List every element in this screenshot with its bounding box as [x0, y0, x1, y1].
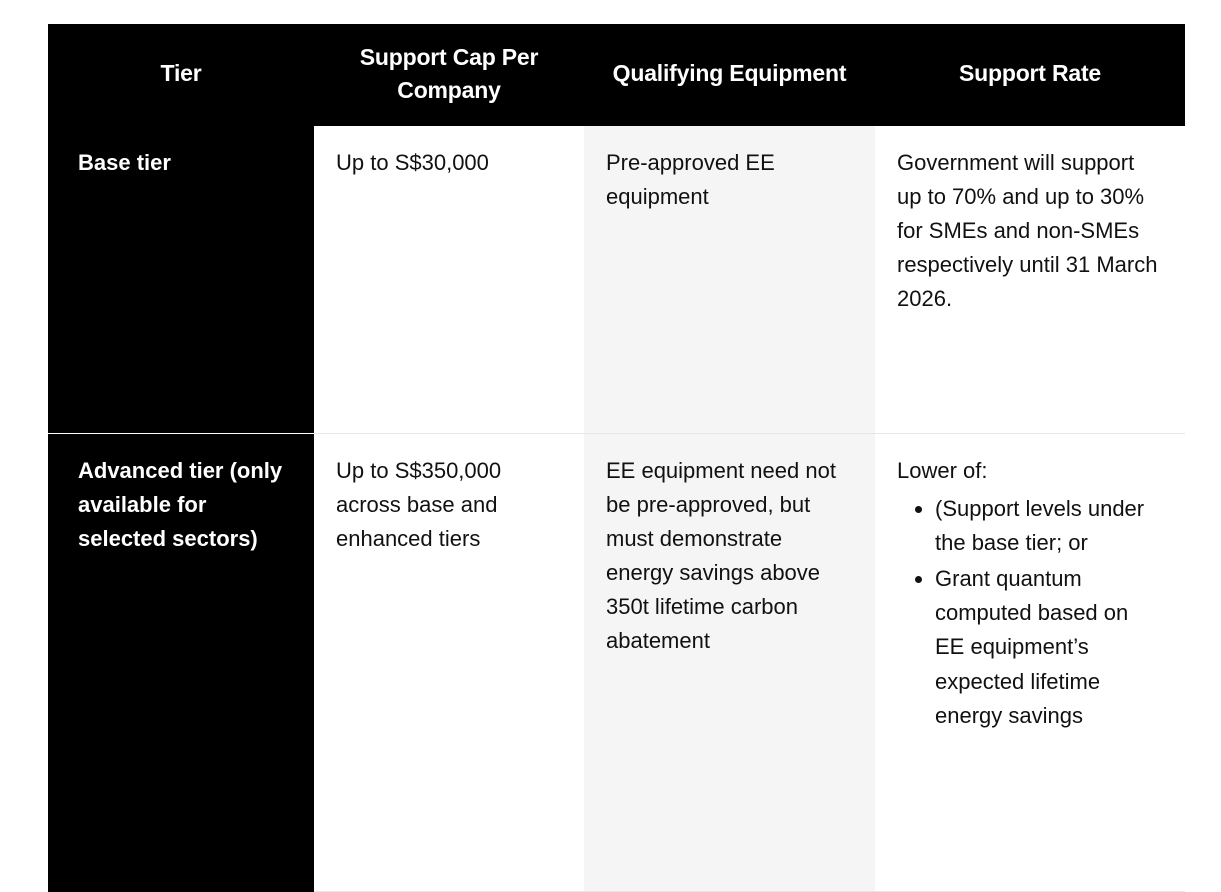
column-header-tier: Tier: [48, 24, 314, 126]
cell-cap-advanced: Up to S$350,000 across base and enhanced tiers: [314, 434, 584, 892]
cell-rate-base-text: Government will support up to 70% and up to 30% for SMEs and non-SMEs respectively until 31 March 2026.: [897, 150, 1158, 312]
cell-rate-advanced-list: [897, 492, 1163, 733]
cell-equipment-base: Pre-approved EE equipment: [584, 126, 875, 434]
support-tier-table-container: [48, 24, 1185, 892]
table-row: [48, 434, 1185, 892]
column-header-support-rate: Support Rate: [875, 24, 1185, 126]
cell-tier-base: Base tier: [48, 126, 314, 434]
table-body: [48, 126, 1185, 892]
cell-cap-base: Up to S$30,000: [314, 126, 584, 434]
cell-tier-advanced: Advanced tier (only available for selected sectors): [48, 434, 314, 892]
cell-rate-advanced: [875, 434, 1185, 892]
column-header-qualifying-equipment: Qualifying Equipment: [584, 24, 875, 126]
cell-equipment-advanced: EE equipment need not be pre-approved, but must demonstrate energy savings above 350t lifetime carbon abatement: [584, 434, 875, 892]
list-item: • (Support levels under the base tier; or: [935, 492, 1163, 560]
table-header-row: [48, 24, 1185, 126]
table-header: [48, 24, 1185, 126]
cell-rate-base: [875, 126, 1185, 434]
list-item: • Grant quantum computed based on EE equipment’s expected lifetime energy savings: [935, 562, 1163, 732]
table-row: [48, 126, 1185, 434]
cell-rate-advanced-lead: Lower of:: [897, 458, 988, 483]
column-header-support-cap: Support Cap Per Company: [314, 24, 584, 126]
support-tier-table: [48, 24, 1185, 892]
